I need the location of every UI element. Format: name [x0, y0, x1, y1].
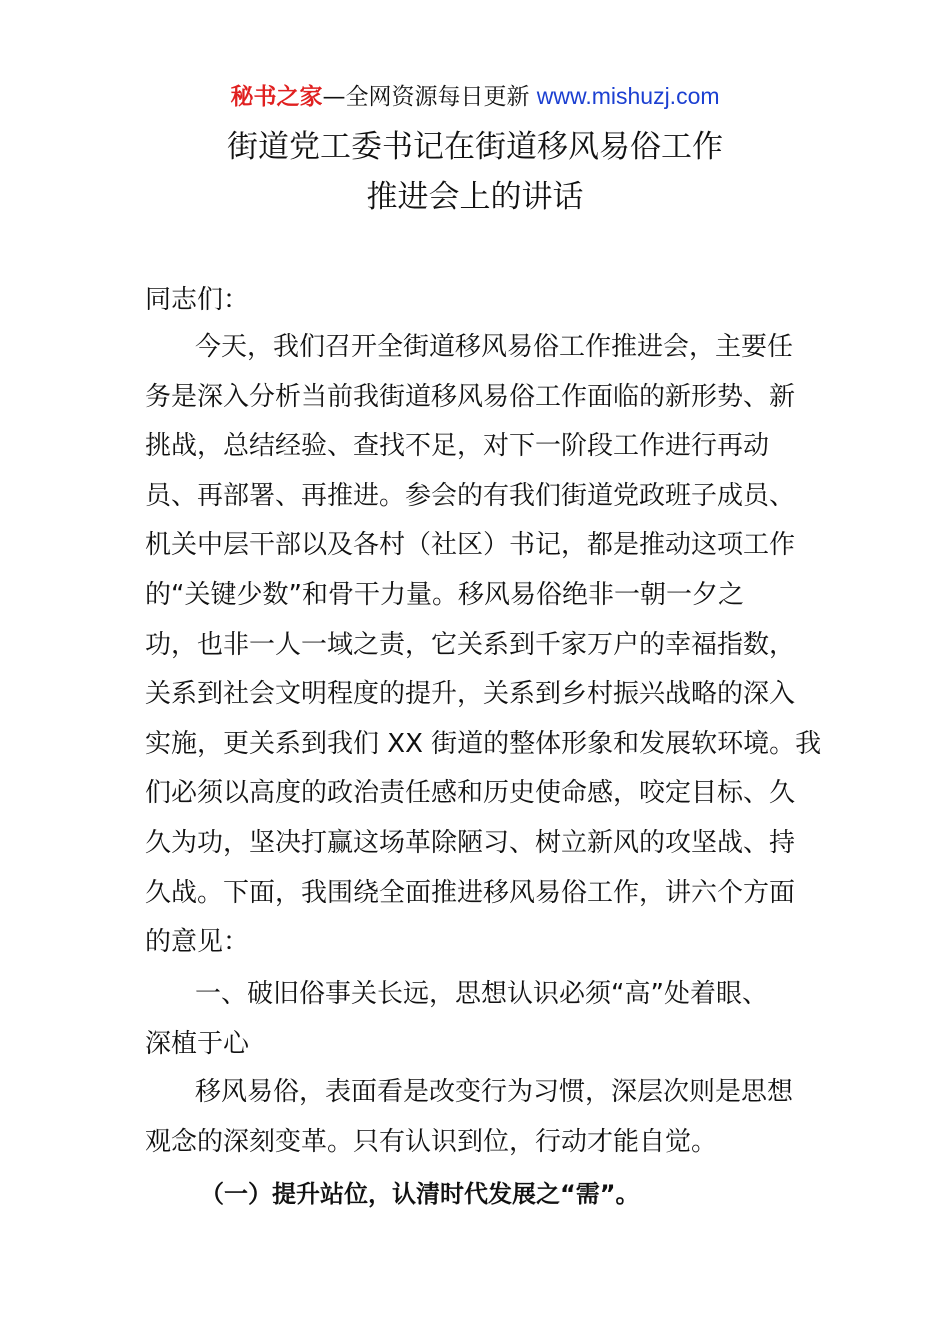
paragraph-line: 务是深入分析当前我街道移风易俗工作面临的新形势、新	[145, 381, 796, 412]
paragraph-line: 久为功，坚决打赢这场革除陋习、树立新风的攻坚战、持	[145, 827, 796, 858]
paragraph-line: 的意见：	[145, 927, 250, 958]
paragraph-section-1	[145, 1068, 815, 1167]
document-title-line-2: 推进会上的讲话	[366, 179, 584, 215]
salutation-text: 同志们：	[145, 285, 250, 315]
paragraph-line: 们必须以高度的政治责任感和历史使命感，咬定目标、久	[145, 778, 796, 809]
paragraph-line: 功，也非一人一域之责，它关系到千家万户的幸福指数，	[145, 629, 796, 660]
subheading-1: （一）提升站位，认清时代发展之“需”。	[200, 1180, 640, 1208]
heading-line: 深植于心	[145, 1028, 250, 1059]
document-title-line-1: 街道党工委书记在街道移风易俗工作	[227, 129, 723, 165]
site-header	[0, 80, 950, 113]
paragraph-line: 观念的深刻变革。只有认识到位，行动才能自觉。	[145, 1126, 718, 1157]
paragraph-line: 今天，我们召开全街道移风易俗工作推进会，主要任	[195, 332, 794, 362]
paragraph-line: 实施，更关系到我们 XX 街道的整体形象和发展软环境。我	[145, 728, 822, 759]
paragraph-line: 员、再部署、再推进。参会的有我们街道党政班子成员、	[145, 480, 796, 511]
site-url-link[interactable]: www.mishuzj.com	[536, 83, 720, 109]
brand-name: 秘书之家	[230, 84, 323, 110]
paragraph-line: 的“关键少数”和骨干力量。移风易俗绝非一朝一夕之	[145, 579, 744, 610]
salutation	[145, 276, 815, 326]
heading-line: 一、破旧俗事关长远，思想认识必须“高”处着眼、	[195, 979, 768, 1009]
paragraph-line: 关系到社会文明程度的提升，关系到乡村振兴战略的深入	[145, 679, 796, 710]
paragraph-intro	[145, 323, 822, 968]
section-1-heading	[145, 970, 815, 1069]
paragraph-line: 挑战，总结经验、查找不足，对下一阶段工作进行再动	[145, 431, 770, 462]
header-tagline: —全网资源每日更新	[322, 84, 537, 110]
paragraph-line: 久战。下面，我围绕全面推进移风易俗工作，讲六个方面	[145, 877, 796, 908]
paragraph-line: 机关中层干部以及各村（社区）书记，都是推动这项工作	[145, 530, 796, 561]
paragraph-line: 移风易俗，表面看是改变行为习惯，深层次则是思想	[195, 1077, 794, 1107]
